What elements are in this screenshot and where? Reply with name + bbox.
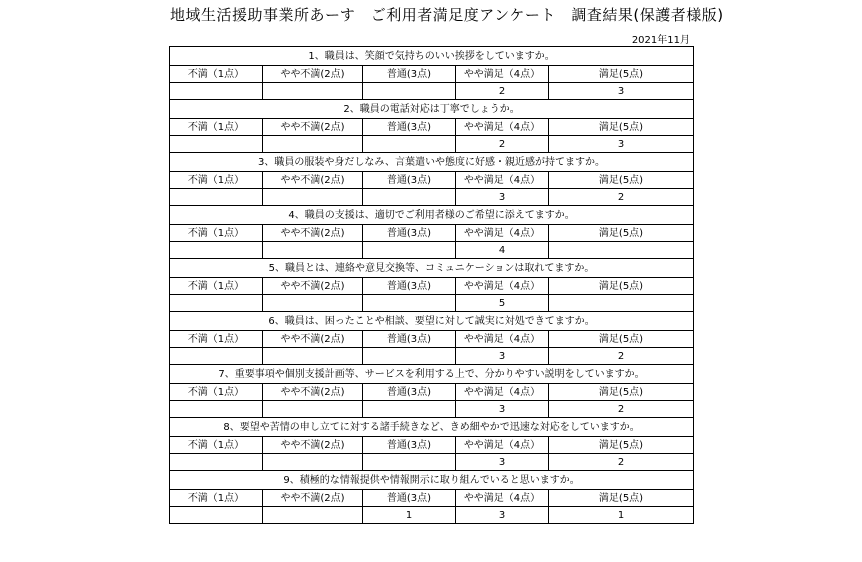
count-row: [170, 295, 694, 312]
rating-header-row: [170, 119, 694, 136]
count-row: [170, 401, 694, 418]
count-somewhat-satisfied: 3: [456, 401, 549, 418]
rating-header-row: [170, 278, 694, 295]
rating-header-dissatisfied: 不満（1点）: [170, 225, 263, 242]
question-text: 5、職員とは、連絡や意見交換等、コミュニケーションは取れてますか。: [170, 259, 694, 278]
rating-header-somewhat-dissatisfied: やや不満(2点): [263, 278, 363, 295]
count-neutral: [363, 242, 456, 259]
rating-header-satisfied: 満足(5点): [549, 278, 694, 295]
count-somewhat-dissatisfied: [263, 401, 363, 418]
question-text: 7、重要事項や個別支援計画等、サービスを利用する上で、分かりやすい説明をしていますか。: [170, 365, 694, 384]
count-neutral: [363, 295, 456, 312]
question-text: 1、職員は、笑顔で気持ちのいい挨拶をしていますか。: [170, 47, 694, 66]
count-satisfied: 2: [549, 454, 694, 471]
count-somewhat-dissatisfied: [263, 136, 363, 153]
count-dissatisfied: [170, 83, 263, 100]
count-row: [170, 348, 694, 365]
rating-header-row: [170, 225, 694, 242]
rating-header-dissatisfied: 不満（1点）: [170, 331, 263, 348]
rating-header-somewhat-satisfied: やや満足（4点）: [456, 66, 549, 83]
count-neutral: [363, 401, 456, 418]
count-somewhat-dissatisfied: [263, 348, 363, 365]
count-somewhat-satisfied: 4: [456, 242, 549, 259]
count-neutral: [363, 136, 456, 153]
count-somewhat-satisfied: 5: [456, 295, 549, 312]
rating-header-dissatisfied: 不満（1点）: [170, 66, 263, 83]
count-satisfied: 2: [549, 348, 694, 365]
rating-header-row: [170, 437, 694, 454]
rating-header-somewhat-dissatisfied: やや不満(2点): [263, 437, 363, 454]
count-somewhat-dissatisfied: [263, 295, 363, 312]
count-neutral: [363, 348, 456, 365]
count-satisfied: 1: [549, 507, 694, 524]
count-dissatisfied: [170, 454, 263, 471]
rating-header-row: [170, 384, 694, 401]
count-satisfied: 3: [549, 83, 694, 100]
rating-header-dissatisfied: 不満（1点）: [170, 490, 263, 507]
rating-header-dissatisfied: 不満（1点）: [170, 119, 263, 136]
count-row: [170, 507, 694, 524]
count-satisfied: [549, 242, 694, 259]
rating-header-satisfied: 満足(5点): [549, 66, 694, 83]
question-text: 2、職員の電話対応は丁寧でしょうか。: [170, 100, 694, 119]
rating-header-neutral: 普通(3点): [363, 437, 456, 454]
count-somewhat-dissatisfied: [263, 242, 363, 259]
rating-header-row: [170, 66, 694, 83]
rating-header-somewhat-dissatisfied: やや不満(2点): [263, 225, 363, 242]
rating-header-somewhat-dissatisfied: やや不満(2点): [263, 490, 363, 507]
rating-header-row: [170, 490, 694, 507]
rating-header-somewhat-satisfied: やや満足（4点）: [456, 384, 549, 401]
rating-header-satisfied: 満足(5点): [549, 437, 694, 454]
count-somewhat-satisfied: 3: [456, 348, 549, 365]
rating-header-neutral: 普通(3点): [363, 172, 456, 189]
rating-header-neutral: 普通(3点): [363, 278, 456, 295]
count-row: [170, 189, 694, 206]
rating-header-dissatisfied: 不満（1点）: [170, 437, 263, 454]
rating-header-neutral: 普通(3点): [363, 490, 456, 507]
question-row: [170, 206, 694, 225]
question-text: 9、積極的な情報提供や情報開示に取り組んでいると思いますか。: [170, 471, 694, 490]
rating-header-neutral: 普通(3点): [363, 119, 456, 136]
rating-header-neutral: 普通(3点): [363, 331, 456, 348]
question-row: [170, 312, 694, 331]
count-somewhat-satisfied: 3: [456, 507, 549, 524]
count-somewhat-satisfied: 3: [456, 454, 549, 471]
rating-header-row: [170, 331, 694, 348]
count-dissatisfied: [170, 189, 263, 206]
count-row: [170, 454, 694, 471]
question-text: 6、職員は、困ったことや相談、要望に対して誠実に対処できてますか。: [170, 312, 694, 331]
question-row: [170, 365, 694, 384]
rating-header-satisfied: 満足(5点): [549, 119, 694, 136]
question-row: [170, 418, 694, 437]
count-dissatisfied: [170, 348, 263, 365]
rating-header-somewhat-satisfied: やや満足（4点）: [456, 278, 549, 295]
count-somewhat-dissatisfied: [263, 189, 363, 206]
rating-header-dissatisfied: 不満（1点）: [170, 278, 263, 295]
rating-header-row: [170, 172, 694, 189]
count-dissatisfied: [170, 242, 263, 259]
rating-header-satisfied: 満足(5点): [549, 172, 694, 189]
page-title: 地域生活援助事業所あーす ご利用者満足度アンケート 調査結果(保護者様版): [170, 6, 724, 24]
question-row: [170, 259, 694, 278]
rating-header-satisfied: 満足(5点): [549, 490, 694, 507]
count-satisfied: 3: [549, 136, 694, 153]
count-dissatisfied: [170, 401, 263, 418]
count-somewhat-dissatisfied: [263, 454, 363, 471]
count-satisfied: 2: [549, 401, 694, 418]
count-dissatisfied: [170, 136, 263, 153]
count-somewhat-satisfied: 2: [456, 136, 549, 153]
count-satisfied: 2: [549, 189, 694, 206]
question-text: 3、職員の服装や身だしなみ、言葉遣いや態度に好感・親近感が持てますか。: [170, 153, 694, 172]
rating-header-satisfied: 満足(5点): [549, 225, 694, 242]
rating-header-somewhat-satisfied: やや満足（4点）: [456, 225, 549, 242]
survey-date: 2021年11月: [631, 35, 690, 46]
rating-header-somewhat-dissatisfied: やや不満(2点): [263, 384, 363, 401]
rating-header-neutral: 普通(3点): [363, 384, 456, 401]
count-dissatisfied: [170, 295, 263, 312]
rating-header-dissatisfied: 不満（1点）: [170, 172, 263, 189]
question-text: 4、職員の支援は、適切でご利用者様のご希望に添えてますか。: [170, 206, 694, 225]
question-text: 8、要望や苦情の申し立てに対する諸手続きなど、きめ細やかで迅速な対応をしていますか。: [170, 418, 694, 437]
rating-header-somewhat-dissatisfied: やや不満(2点): [263, 119, 363, 136]
count-neutral: [363, 83, 456, 100]
rating-header-somewhat-satisfied: やや満足（4点）: [456, 331, 549, 348]
rating-header-somewhat-satisfied: やや満足（4点）: [456, 437, 549, 454]
count-row: [170, 242, 694, 259]
count-neutral: [363, 454, 456, 471]
count-dissatisfied: [170, 507, 263, 524]
rating-header-neutral: 普通(3点): [363, 66, 456, 83]
rating-header-somewhat-satisfied: やや満足（4点）: [456, 119, 549, 136]
survey-results-table: [169, 46, 694, 524]
count-satisfied: [549, 295, 694, 312]
count-row: [170, 83, 694, 100]
count-row: [170, 136, 694, 153]
rating-header-somewhat-satisfied: やや満足（4点）: [456, 490, 549, 507]
rating-header-somewhat-dissatisfied: やや不満(2点): [263, 66, 363, 83]
count-somewhat-dissatisfied: [263, 83, 363, 100]
count-somewhat-dissatisfied: [263, 507, 363, 524]
question-row: [170, 100, 694, 119]
count-neutral: [363, 189, 456, 206]
question-row: [170, 471, 694, 490]
question-row: [170, 47, 694, 66]
question-row: [170, 153, 694, 172]
rating-header-somewhat-dissatisfied: やや不満(2点): [263, 172, 363, 189]
rating-header-neutral: 普通(3点): [363, 225, 456, 242]
rating-header-somewhat-dissatisfied: やや不満(2点): [263, 331, 363, 348]
count-neutral: 1: [363, 507, 456, 524]
count-somewhat-satisfied: 2: [456, 83, 549, 100]
rating-header-somewhat-satisfied: やや満足（4点）: [456, 172, 549, 189]
rating-header-satisfied: 満足(5点): [549, 331, 694, 348]
rating-header-satisfied: 満足(5点): [549, 384, 694, 401]
count-somewhat-satisfied: 3: [456, 189, 549, 206]
rating-header-dissatisfied: 不満（1点）: [170, 384, 263, 401]
